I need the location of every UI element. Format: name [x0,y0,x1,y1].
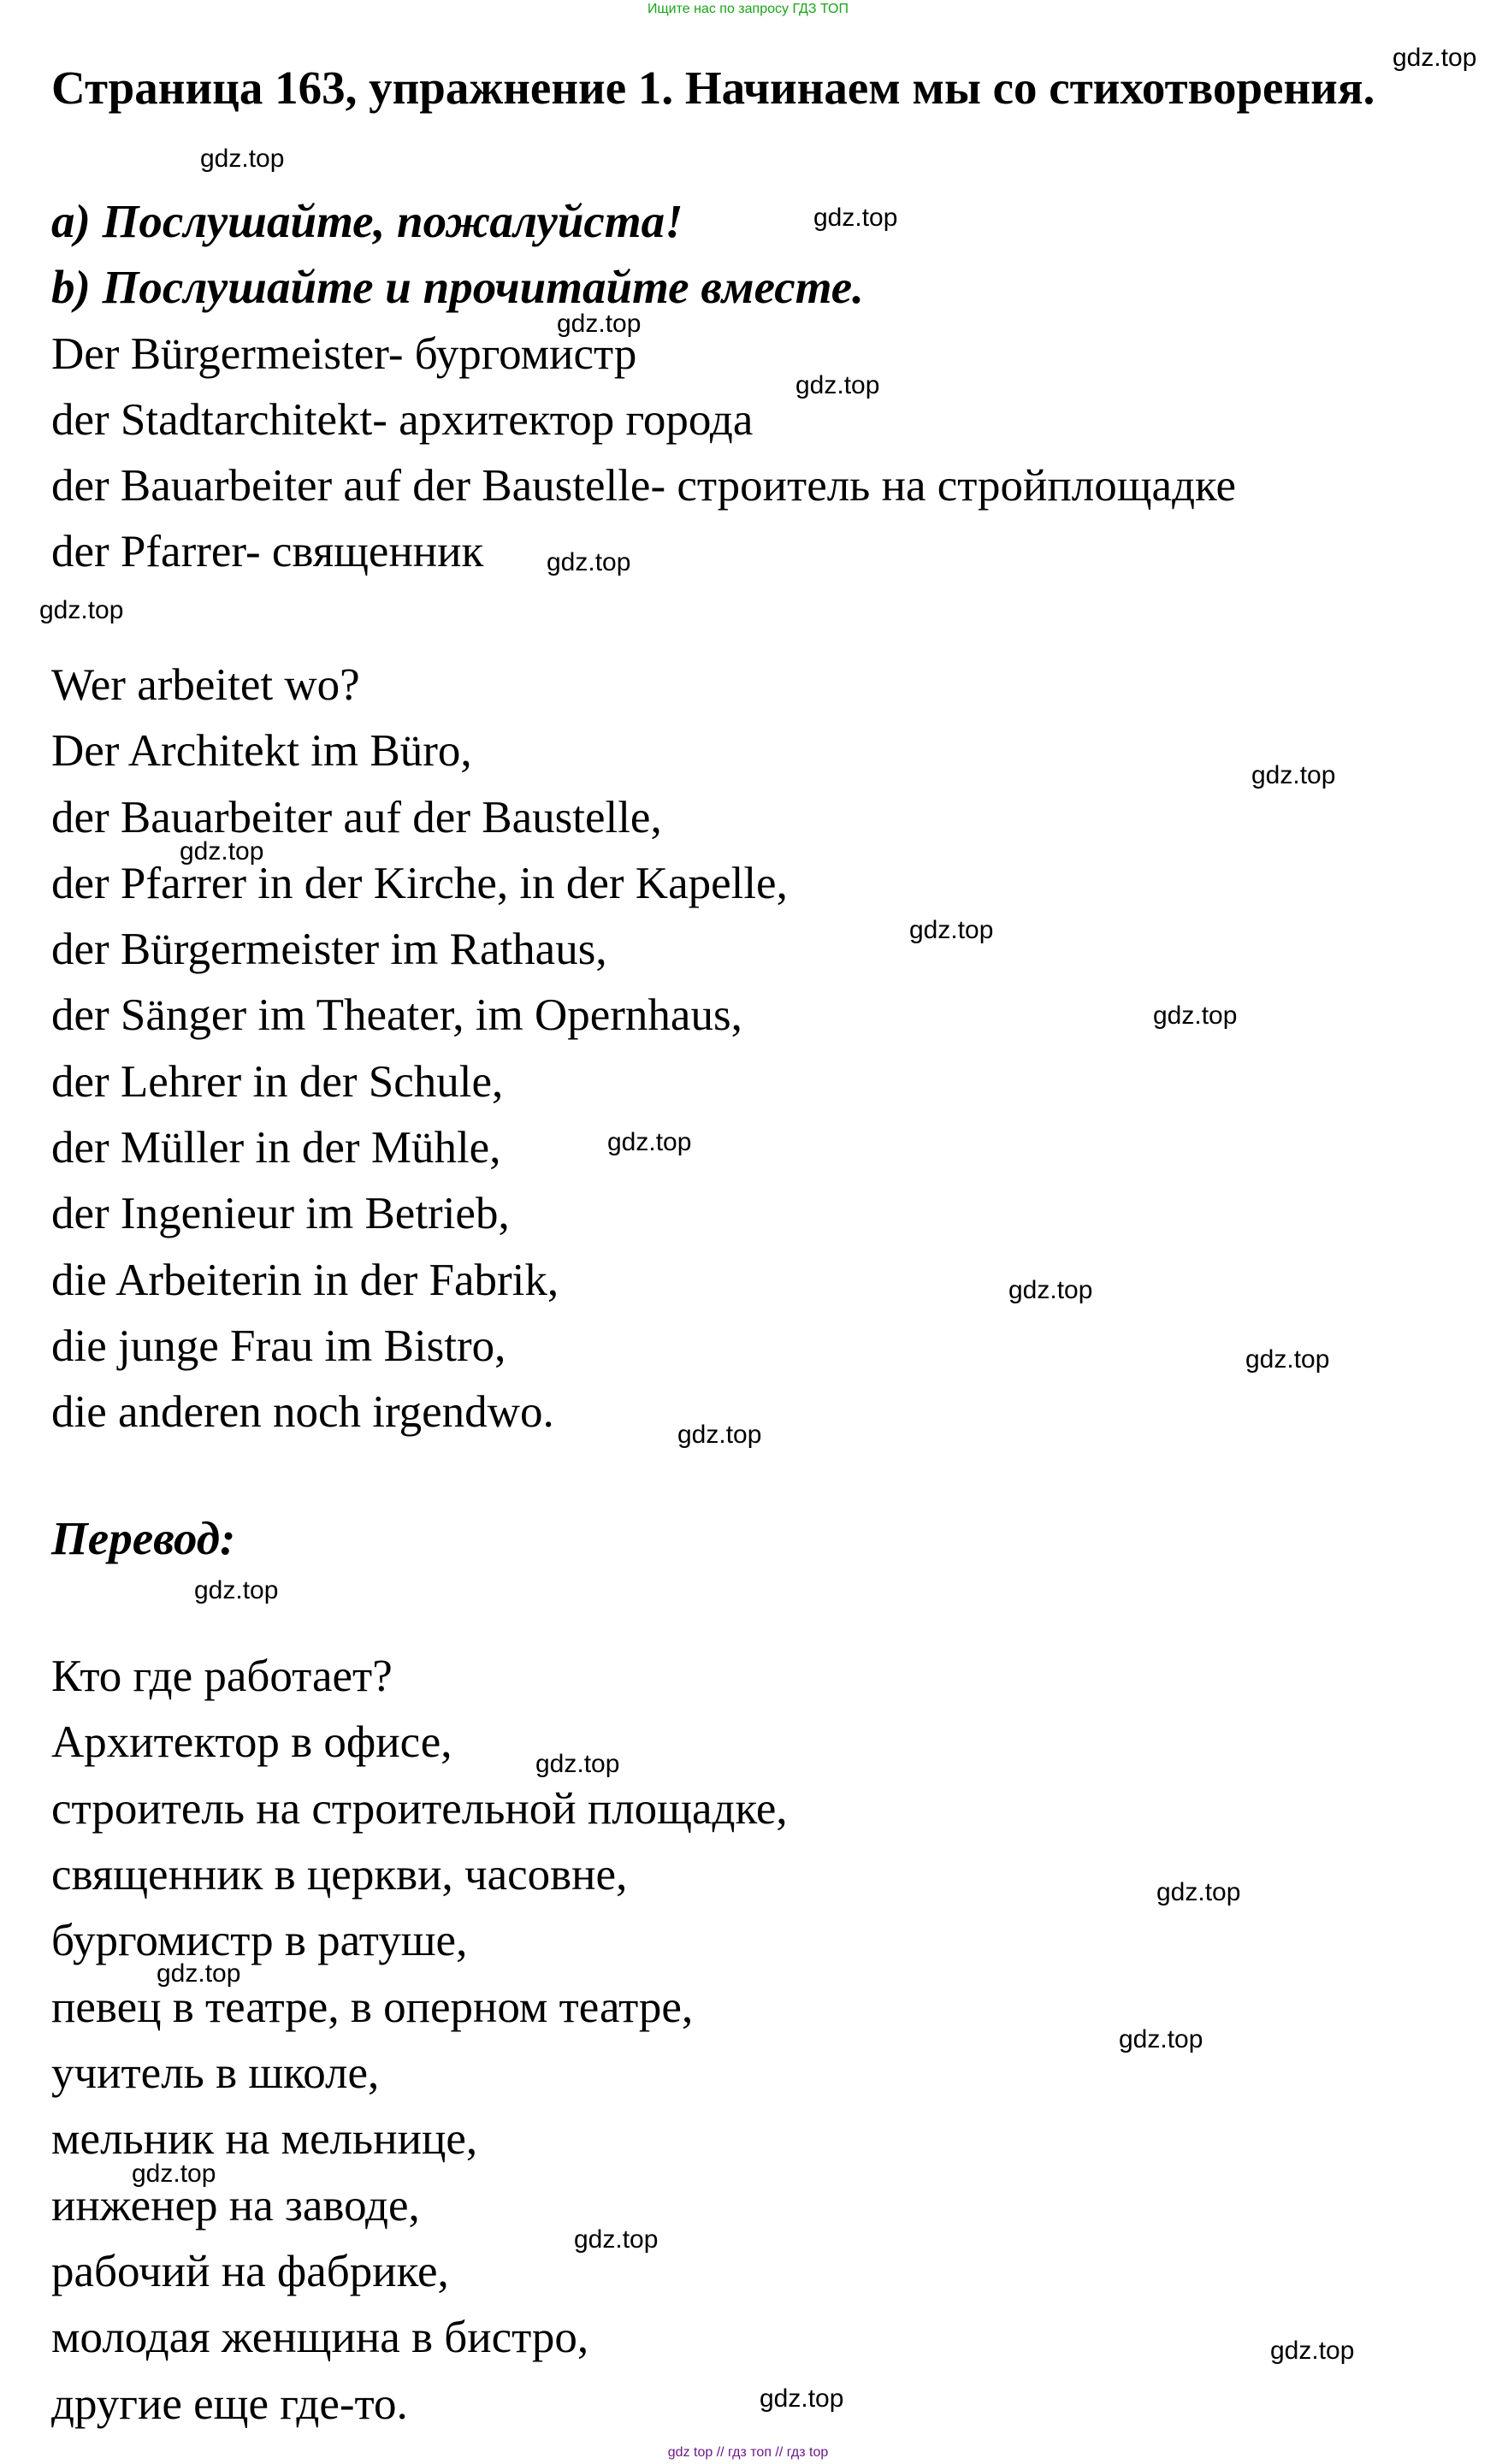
watermark: gdz.top [1156,1878,1241,1906]
vocabulary-item: der Pfarrer- священник [51,527,484,576]
translation-line: рабочий на фабрике, [51,2247,449,2296]
top-search-note: Ищите нас по запросу ГДЗ ТОП [647,2,849,16]
page-title: Страница 163, упражнение 1. Начинаем мы со стихотворения. [51,62,1375,114]
task-b-heading: b) Послушайте и прочитайте вместе. [51,261,864,313]
translation-line: Кто где работает? [51,1652,393,1701]
translation-line: певец в театре, в оперном театре, [51,1982,694,2032]
watermark: gdz.top [813,204,898,232]
task-a-heading: a) Послушайте, пожалуйста! [51,195,683,247]
poem-line: der Pfarrer in der Kirche, in der Kapelle, [51,859,788,908]
watermark: gdz.top [1251,761,1336,789]
watermark: gdz.top [909,916,994,944]
watermark: gdz.top [1270,2337,1355,2365]
poem-line: Wer arbeitet wo? [51,660,360,710]
watermark: gdz.top [180,837,264,866]
poem-line: der Sänger im Theater, im Opernhaus, [51,990,742,1040]
watermark: gdz.top [557,310,642,338]
poem-line: der Müller in der Mühle, [51,1123,501,1173]
watermark: gdz.top [547,548,631,576]
watermark: gdz.top [795,371,880,399]
translation-line: мельник на мельнице, [51,2114,478,2164]
watermark: gdz.top [760,2384,844,2413]
poem-line: die junge Frau im Bistro, [51,1321,506,1371]
vocabulary-item: der Bauarbeiter auf der Baustelle- строитель на стройплощадке [51,461,1236,511]
poem-line: die anderen noch irgendwo. [51,1387,554,1437]
watermark: gdz.top [607,1128,692,1156]
watermark: gdz.top [194,1576,279,1604]
translation-heading: Перевод: [51,1512,236,1564]
translation-line: другие еще где-то. [51,2379,408,2429]
watermark: gdz.top [1119,2025,1203,2053]
bottom-site-note: gdz top // гдз топ // гдз top [667,2445,829,2460]
poem-line: der Bauarbeiter auf der Baustelle, [51,793,662,842]
translation-line: молодая женщина в бистро, [51,2313,589,2362]
watermark: gdz.top [677,1421,762,1449]
translation-line: учитель в школе, [51,2048,380,2098]
watermark: gdz.top [535,1750,620,1778]
translation-line: инженер на заводе, [51,2181,420,2231]
watermark: gdz.top [200,145,285,173]
translation-line: священник в церкви, часовне, [51,1850,628,1900]
watermark: gdz.top [132,2160,216,2188]
poem-line: die Arbeiterin in der Fabrik, [51,1256,559,1305]
watermark: gdz.top [1153,1002,1238,1030]
watermark: gdz.top [1393,44,1477,72]
translation-line: Архитектор в офисе, [51,1717,452,1767]
watermark: gdz.top [39,596,124,624]
vocabulary-item: Der Bürgermeister- бургомистр [51,329,637,379]
vocabulary-item: der Stadtarchitekt- архитектор города [51,395,754,445]
watermark: gdz.top [157,1959,241,1988]
watermark: gdz.top [1008,1276,1093,1304]
poem-line: der Bürgermeister im Rathaus, [51,925,607,974]
translation-line: бургомистр в ратуше, [51,1916,468,1965]
translation-line: строитель на строительной площадке, [51,1784,788,1834]
watermark: gdz.top [1245,1345,1330,1374]
poem-line: Der Architekt im Büro, [51,726,472,776]
poem-line: der Ingenieur im Betrieb, [51,1189,510,1238]
watermark: gdz.top [574,2225,659,2254]
poem-line: der Lehrer in der Schule, [51,1057,504,1107]
